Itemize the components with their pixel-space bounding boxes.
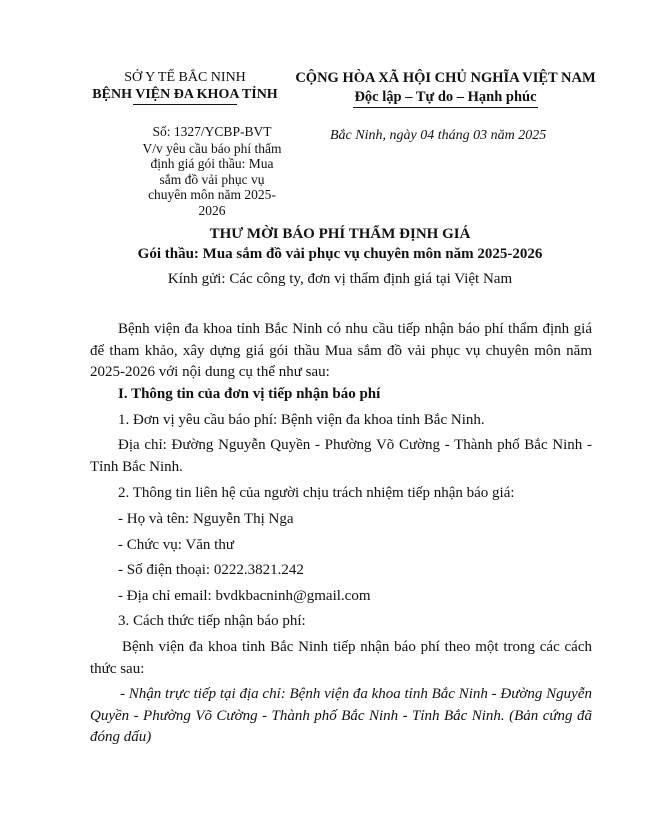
reference-block [142, 124, 282, 218]
national-header [288, 69, 603, 108]
place-and-date: Bắc Ninh, ngày 04 tháng 03 năm 2025 [330, 128, 547, 143]
method-direct-delivery: - Nhận trực tiếp tại địa chỉ: Bệnh viện đa khoa tỉnh Bắc Ninh - Đường Nguyễn Quyền - Phường Võ Cường - Thành phố Bắc Ninh - Tỉnh Bắc Ninh. (Bản cứng đã đóng dấu) [90, 686, 592, 745]
country-name: CỘNG HÒA XÃ HỘI CHỦ NGHĨA VIỆT NAM [295, 70, 596, 86]
document-title: THƯ MỜI BÁO PHÍ THẨM ĐỊNH GIÁ [209, 226, 471, 242]
national-motto: Độc lập – Tự do – Hạnh phúc [354, 89, 537, 105]
item-receiving-method: 3. Cách thức tiếp nhận báo phí: [118, 613, 306, 629]
document-subject: V/v yêu cầu báo phí thẩm định giá gói thầu: Mua sắm đồ vải phục vụ chuyên môn năm 2025-2026 [142, 140, 282, 218]
contact-name: - Họ và tên: Nguyễn Thị Nga [118, 511, 294, 527]
unit-address: Địa chỉ: Đường Nguyễn Quyền - Phường Võ Cường - Thành phố Bắc Ninh - Tỉnh Bắc Ninh. [90, 437, 592, 475]
contact-email: - Địa chỉ email: bvdkbacninh@gmail.com [118, 588, 371, 604]
contact-phone: - Số điện thoại: 0222.3821.242 [118, 562, 304, 578]
motto-underline [353, 107, 538, 108]
parent-organization: SỞ Y TẾ BẮC NINH [124, 70, 246, 85]
intro-paragraph: Bệnh viện đa khoa tỉnh Bắc Ninh có nhu cầu tiếp nhận báo phí thẩm định giá để tham khảo, xây dựng giá gói thầu Mua sắm đồ vải phục vụ chuyên môn năm 2025-2026 với nội dung cụ thể như sau: [90, 321, 592, 380]
item-requesting-unit: 1. Đơn vị yêu cầu báo phí: Bệnh viện đa khoa tỉnh Bắc Ninh. [118, 412, 485, 428]
title-block [40, 224, 640, 290]
issuing-authority [70, 69, 300, 105]
salutation: Kính gửi: Các công ty, đơn vị thẩm định giá tại Việt Nam [167, 271, 513, 287]
method-intro: Bệnh viện đa khoa tỉnh Bắc Ninh tiếp nhận báo phí theo một trong các cách thức sau: [90, 639, 592, 677]
contact-position: - Chức vụ: Văn thư [118, 537, 234, 553]
org-underline [133, 104, 237, 105]
item-contact-info: 2. Thông tin liên hệ của người chịu trách nhiệm tiếp nhận báo giá: [118, 485, 515, 501]
issuing-organization: BỆNH VIỆN ĐA KHOA TỈNH [92, 87, 278, 102]
reference-number: Số: 1327/YCBP-BVT [152, 124, 272, 139]
package-title: Gói thầu: Mua sắm đồ vải phục vụ chuyên môn năm 2025-2026 [137, 246, 543, 262]
section-heading: I. Thông tin của đơn vị tiếp nhận báo phí [118, 386, 381, 402]
